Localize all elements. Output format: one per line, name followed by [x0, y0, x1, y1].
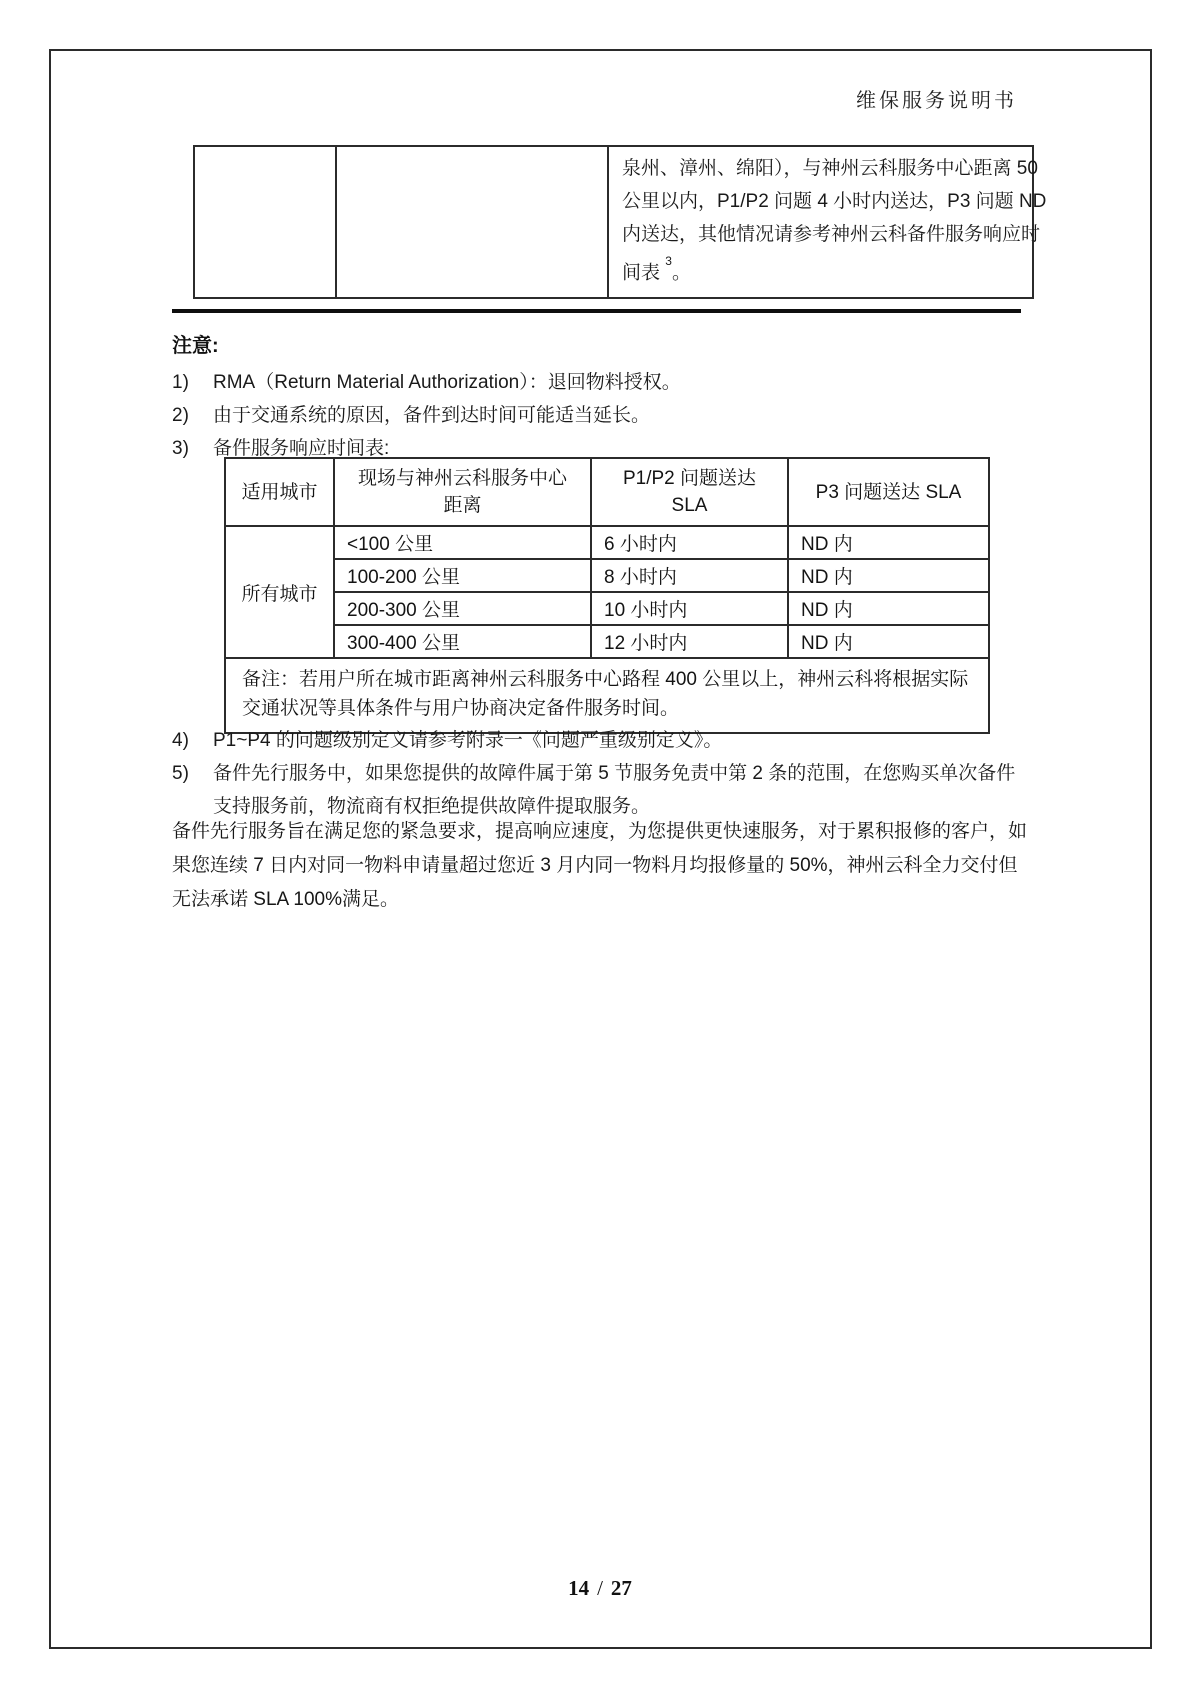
list-text: RMA（Return Material Authorization）：退回物料授权。	[213, 372, 681, 393]
list-text: 备件服务响应时间表:	[213, 438, 390, 459]
cell-text-line	[622, 251, 1020, 289]
p3-sla-cell: ND 内	[788, 592, 989, 625]
list-number: 2)	[172, 405, 189, 426]
remark-cell: 备注：若用户所在城市距离神州云科服务中心路程 400 公里以上，神州云科将根据实际交通状况等具体条件与用户协商决定备件服务时间。	[225, 658, 989, 733]
list-text: 备件先行服务中，如果您提供的故障件属于第 5 节服务免责中第 2 条的范围，在您购买单次备件支持服务前，物流商有权拒绝提供故障件提取服务。	[213, 763, 1016, 817]
table-row	[194, 146, 1033, 298]
p1p2-sla-cell: 10 小时内	[591, 592, 788, 625]
note-item-1	[172, 366, 1030, 399]
page-number-current: 14	[568, 1576, 590, 1600]
table-remark-row	[225, 658, 989, 733]
empty-cell	[194, 146, 336, 298]
p1p2-sla-cell: 12 小时内	[591, 625, 788, 658]
note-item-5	[172, 757, 1030, 823]
footnote-superscript: 3	[665, 254, 672, 268]
distance-cell: 300-400 公里	[334, 625, 591, 658]
notes-heading: 注意:	[172, 335, 219, 357]
table-header-row	[225, 458, 989, 526]
cell-text-line: 内送达，其他情况请参考神州云科备件服务响应时	[622, 224, 1041, 245]
header-text: P1/P2 问题送达	[622, 468, 757, 489]
header-text: 距离	[443, 495, 482, 516]
p3-sla-cell: ND 内	[788, 526, 989, 559]
cell-text-line: 泉州、漳州、绵阳），与神州云科服务中心距离 50	[622, 158, 1038, 179]
note-item-2	[172, 399, 1030, 432]
closing-paragraph: 备件先行服务旨在满足您的紧急要求，提高响应速度，为您提供更快速服务，对于累积报修的客户，如果您连续 7 日内对同一物料申请量超过您近 3 月内同一物料月均报修量的 50%，神州云科全力交付但无法承诺 SLA 100%满足。	[172, 821, 1028, 910]
note-item-4	[172, 724, 1030, 757]
header-text: P3 问题送达 SLA	[815, 481, 962, 503]
page-number-separator: /	[597, 1576, 603, 1600]
header-cell-p3-sla	[788, 458, 989, 526]
spare-parts-sla-table	[224, 457, 990, 734]
table-row	[225, 526, 989, 559]
page-number-total: 27	[610, 1576, 632, 1600]
list-text: 由于交通系统的原因，备件到达时间可能适当延长。	[213, 405, 651, 426]
distance-cell: 200-300 公里	[334, 592, 591, 625]
p3-sla-cell: ND 内	[788, 625, 989, 658]
list-number: 3)	[172, 438, 189, 459]
city-group-cell: 所有城市	[225, 526, 334, 658]
list-number: 1)	[172, 372, 189, 393]
header-text: 适用城市	[241, 481, 318, 503]
distance-cell: 100-200 公里	[334, 559, 591, 592]
spare-parts-continuation-table	[193, 145, 1047, 299]
p1p2-sla-cell: 8 小时内	[591, 559, 788, 592]
table-row	[225, 592, 989, 625]
header-text: SLA	[671, 495, 708, 516]
header-cell-applicable-city	[225, 458, 334, 526]
section-divider-rule	[172, 309, 1021, 313]
list-text: P1~P4 的问题级别定义请参考附录一《问题严重级别定义》。	[213, 730, 723, 751]
list-number: 5)	[172, 763, 189, 784]
header-cell-distance	[334, 458, 591, 526]
cell-text-line: 公里以内，P1/P2 问题 4 小时内送达，P3 问题 ND	[622, 191, 1047, 212]
delivery-terms-cell	[608, 146, 1047, 298]
table-row	[225, 625, 989, 658]
header-text: 现场与神州云科服务中心	[357, 468, 567, 489]
page-number	[0, 1576, 1200, 1601]
document-header-title: 维保服务说明书	[856, 90, 1017, 112]
distance-cell: <100 公里	[334, 526, 591, 559]
header-cell-p1p2-sla	[591, 458, 788, 526]
cell-text: 。	[671, 262, 691, 284]
p1p2-sla-cell: 6 小时内	[591, 526, 788, 559]
list-number: 4)	[172, 730, 189, 751]
p3-sla-cell: ND 内	[788, 559, 989, 592]
table-row	[225, 559, 989, 592]
empty-cell	[336, 146, 608, 298]
cell-text: 间表	[622, 262, 666, 284]
